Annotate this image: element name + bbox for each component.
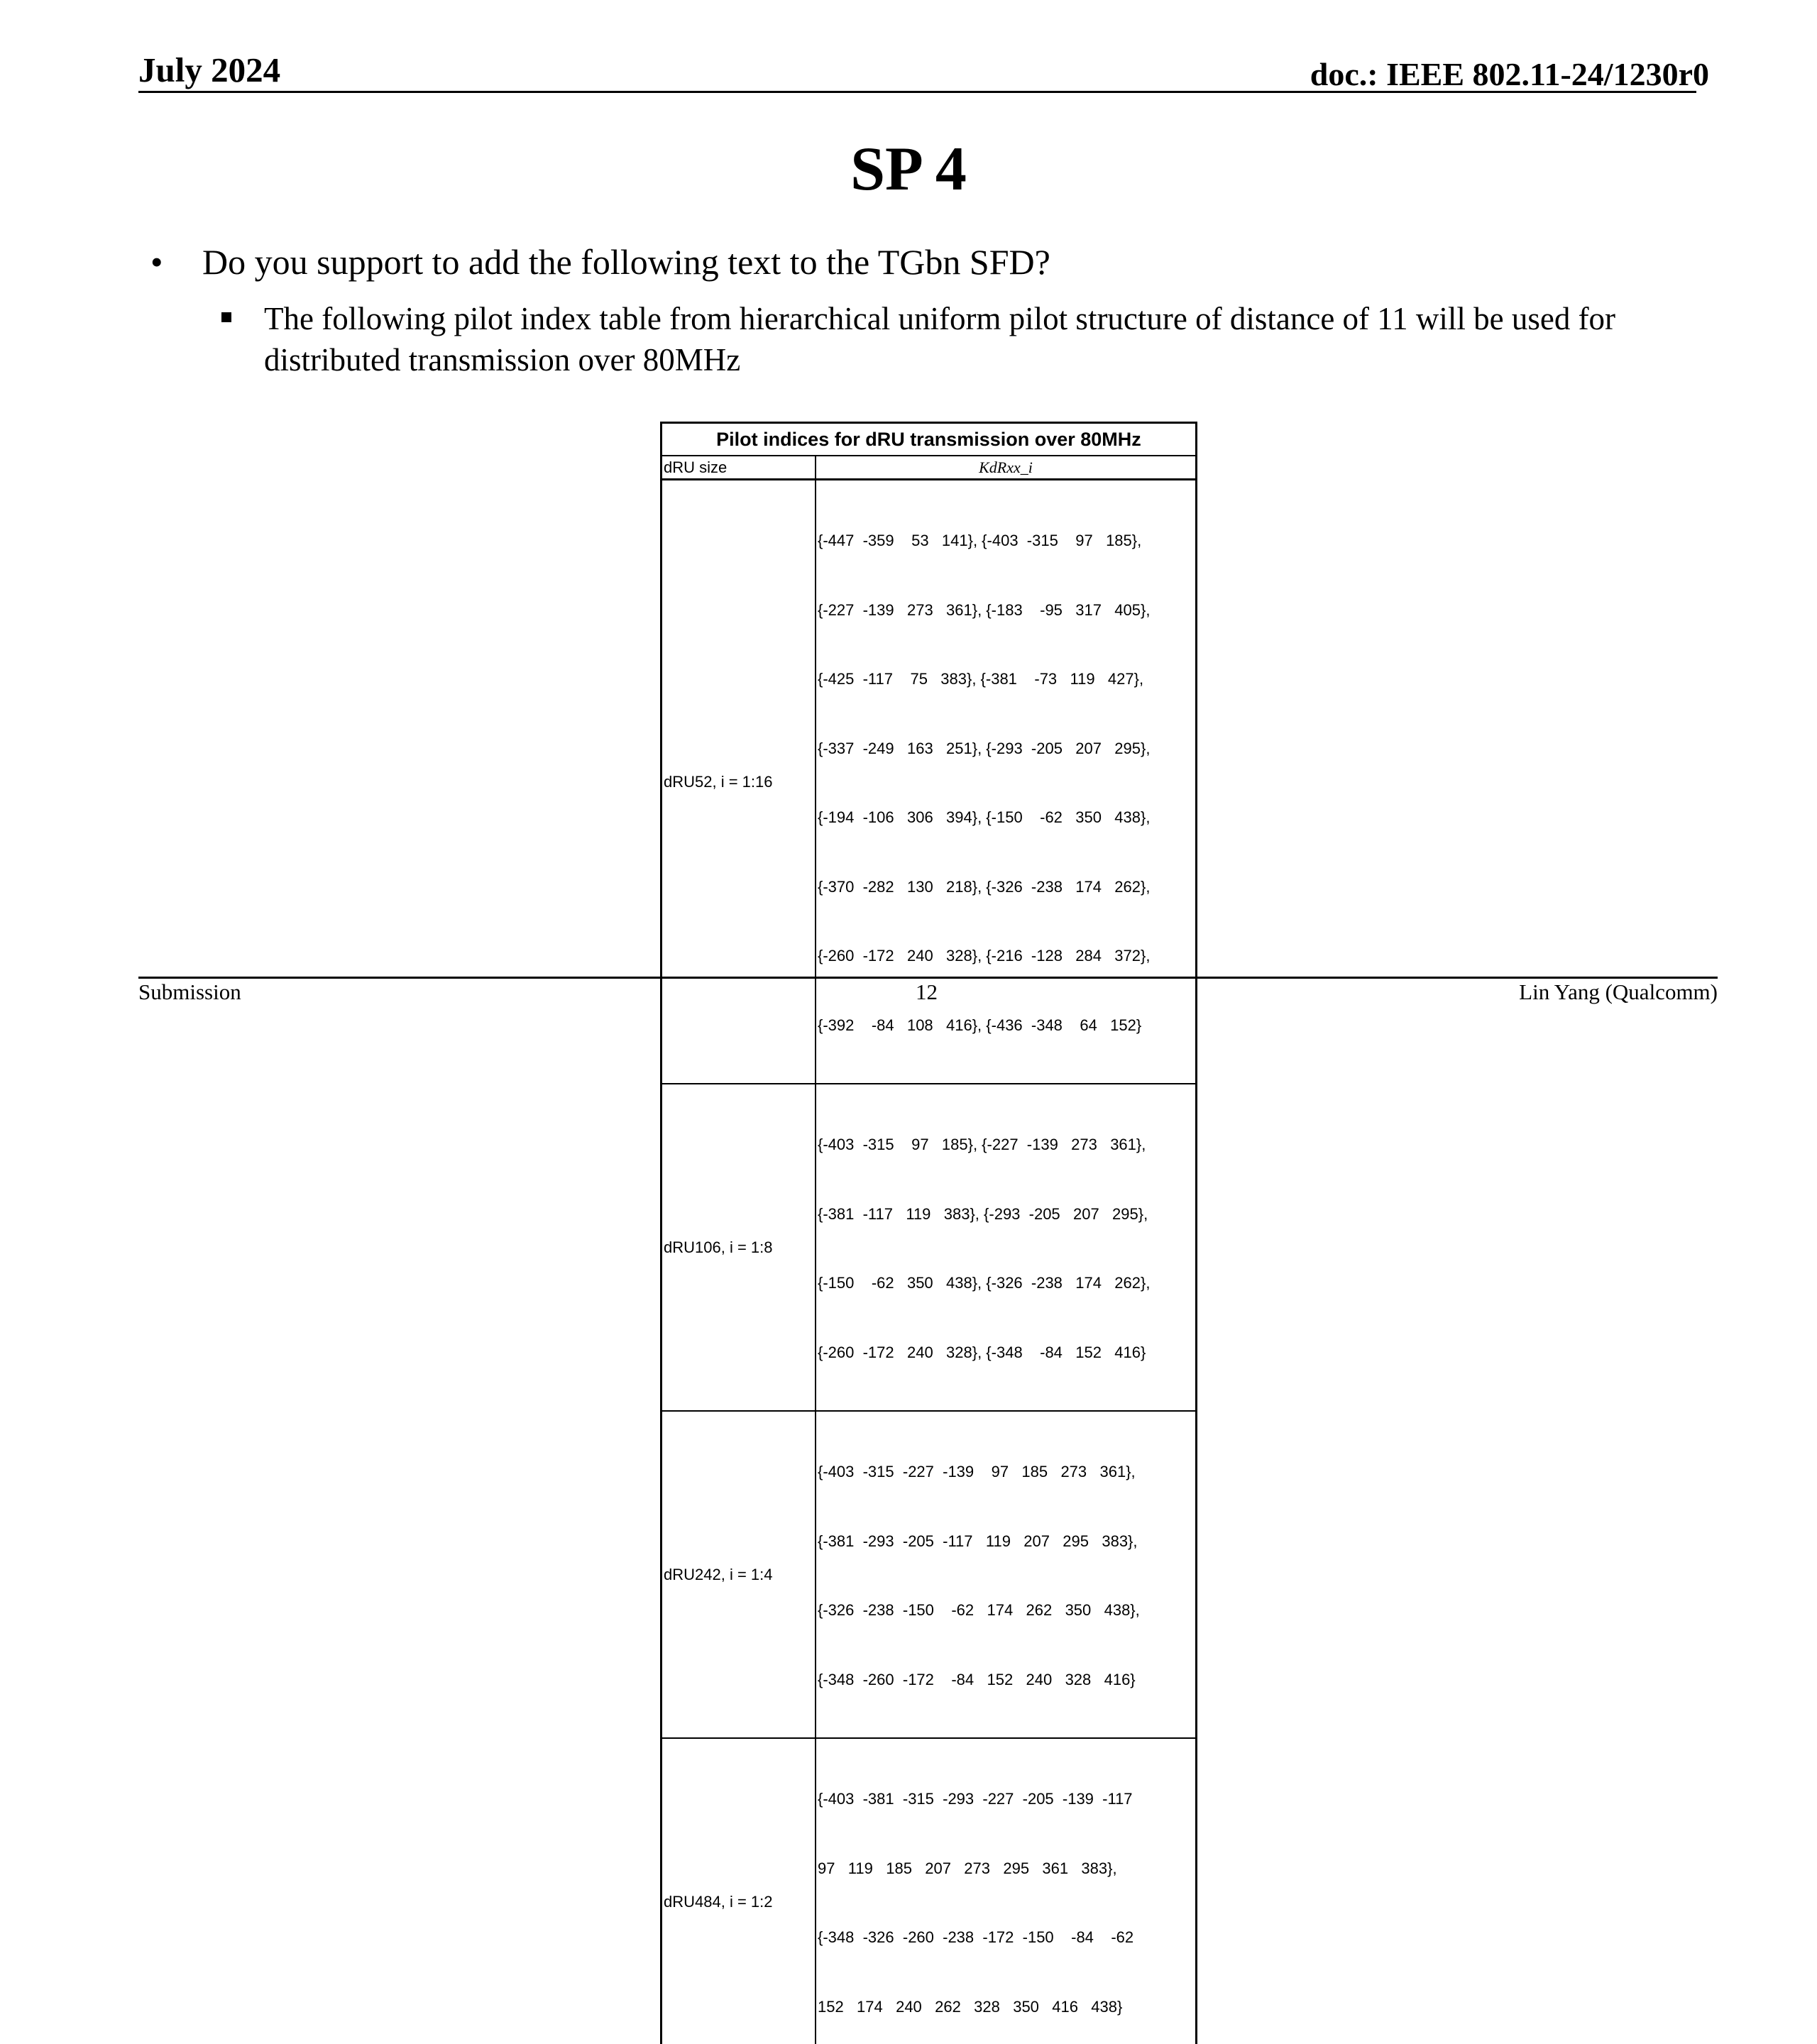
footer-submission: Submission [138,979,241,1004]
value-line: {-194 -106 306 394}, {-150 -62 350 438}, [818,808,1151,826]
table-row [662,1084,1197,1411]
value-line: {-403 -381 -315 -293 -227 -205 -139 -117 [818,1790,1133,1808]
value-line: 97 119 185 207 273 295 361 383}, [818,1859,1117,1877]
row-size: dRU106, i = 1:8 [662,1084,816,1411]
header-doc-id: doc.: IEEE 802.11-24/1230r0 [1310,56,1709,92]
row-values [816,1411,1197,1738]
bullet-dot-icon: • [150,242,163,282]
row-size: dRU52, i = 1:16 [662,480,816,1084]
footer-divider [138,977,1718,979]
value-line: {-260 -172 240 328}, {-348 -84 152 416} [818,1343,1146,1361]
col-header-size: dRU size [662,456,816,480]
value-line: {-381 -293 -205 -117 119 207 295 383}, [818,1532,1138,1550]
bullet-level1-text: Do you support to add the following text to the TGbn SFD? [202,242,1050,282]
value-line: {-381 -117 119 383}, {-293 -205 207 295}, [818,1204,1148,1223]
value-line: {-227 -139 273 361}, {-183 -95 317 405}, [818,600,1151,619]
header-date: July 2024 [138,50,281,89]
value-line: {-403 -315 97 185}, {-227 -139 273 361}, [818,1136,1146,1153]
value-line: {-348 -326 -260 -238 -172 -150 -84 -62 [818,1928,1134,1946]
pilot-index-table [660,422,1197,2044]
value-line: {-403 -315 -227 -139 97 185 273 361}, [818,1463,1136,1480]
table-row [662,1738,1197,2044]
row-size: dRU484, i = 1:2 [662,1738,816,2044]
row-values [816,480,1197,1084]
value-line: {-150 -62 350 438}, {-326 -238 174 262}, [818,1274,1151,1292]
table-caption: Pilot indices for dRU transmission over 80MHz [662,423,1197,456]
value-line: {-447 -359 53 141}, {-403 -315 97 185}, [818,532,1142,549]
header-divider [138,91,1696,93]
table-row [662,1411,1197,1738]
value-line: {-392 -84 108 416}, {-436 -348 64 152} [818,1016,1142,1034]
row-size: dRU242, i = 1:4 [662,1411,816,1738]
row-values [816,1084,1197,1411]
footer-page-number: 12 [916,979,938,1004]
value-line: {-326 -238 -150 -62 174 262 350 438}, [818,1601,1140,1619]
value-line: {-348 -260 -172 -84 152 240 328 416} [818,1670,1136,1688]
value-line: 152 174 240 262 328 350 416 438} [818,1997,1123,2016]
value-line: {-425 -117 75 383}, {-381 -73 119 427}, [818,670,1144,688]
bullet-level2-text: The following pilot index table from hierarchical uniform pilot structure of distance of 11 will be used for distributed transmission over 80MHz [264,301,1616,378]
value-line: {-370 -282 130 218}, {-326 -238 174 262}, [818,877,1151,896]
slide-title: SP 4 [850,135,967,204]
footer-author: Lin Yang (Qualcomm) [1519,979,1718,1004]
value-line: {-337 -249 163 251}, {-293 -205 207 295}, [818,739,1151,757]
bullet-square-icon [221,312,231,322]
value-line: {-260 -172 240 328}, {-216 -128 284 372}, [818,947,1151,965]
row-values [816,1738,1197,2044]
col-header-k: KdRxx_i [816,456,1197,480]
